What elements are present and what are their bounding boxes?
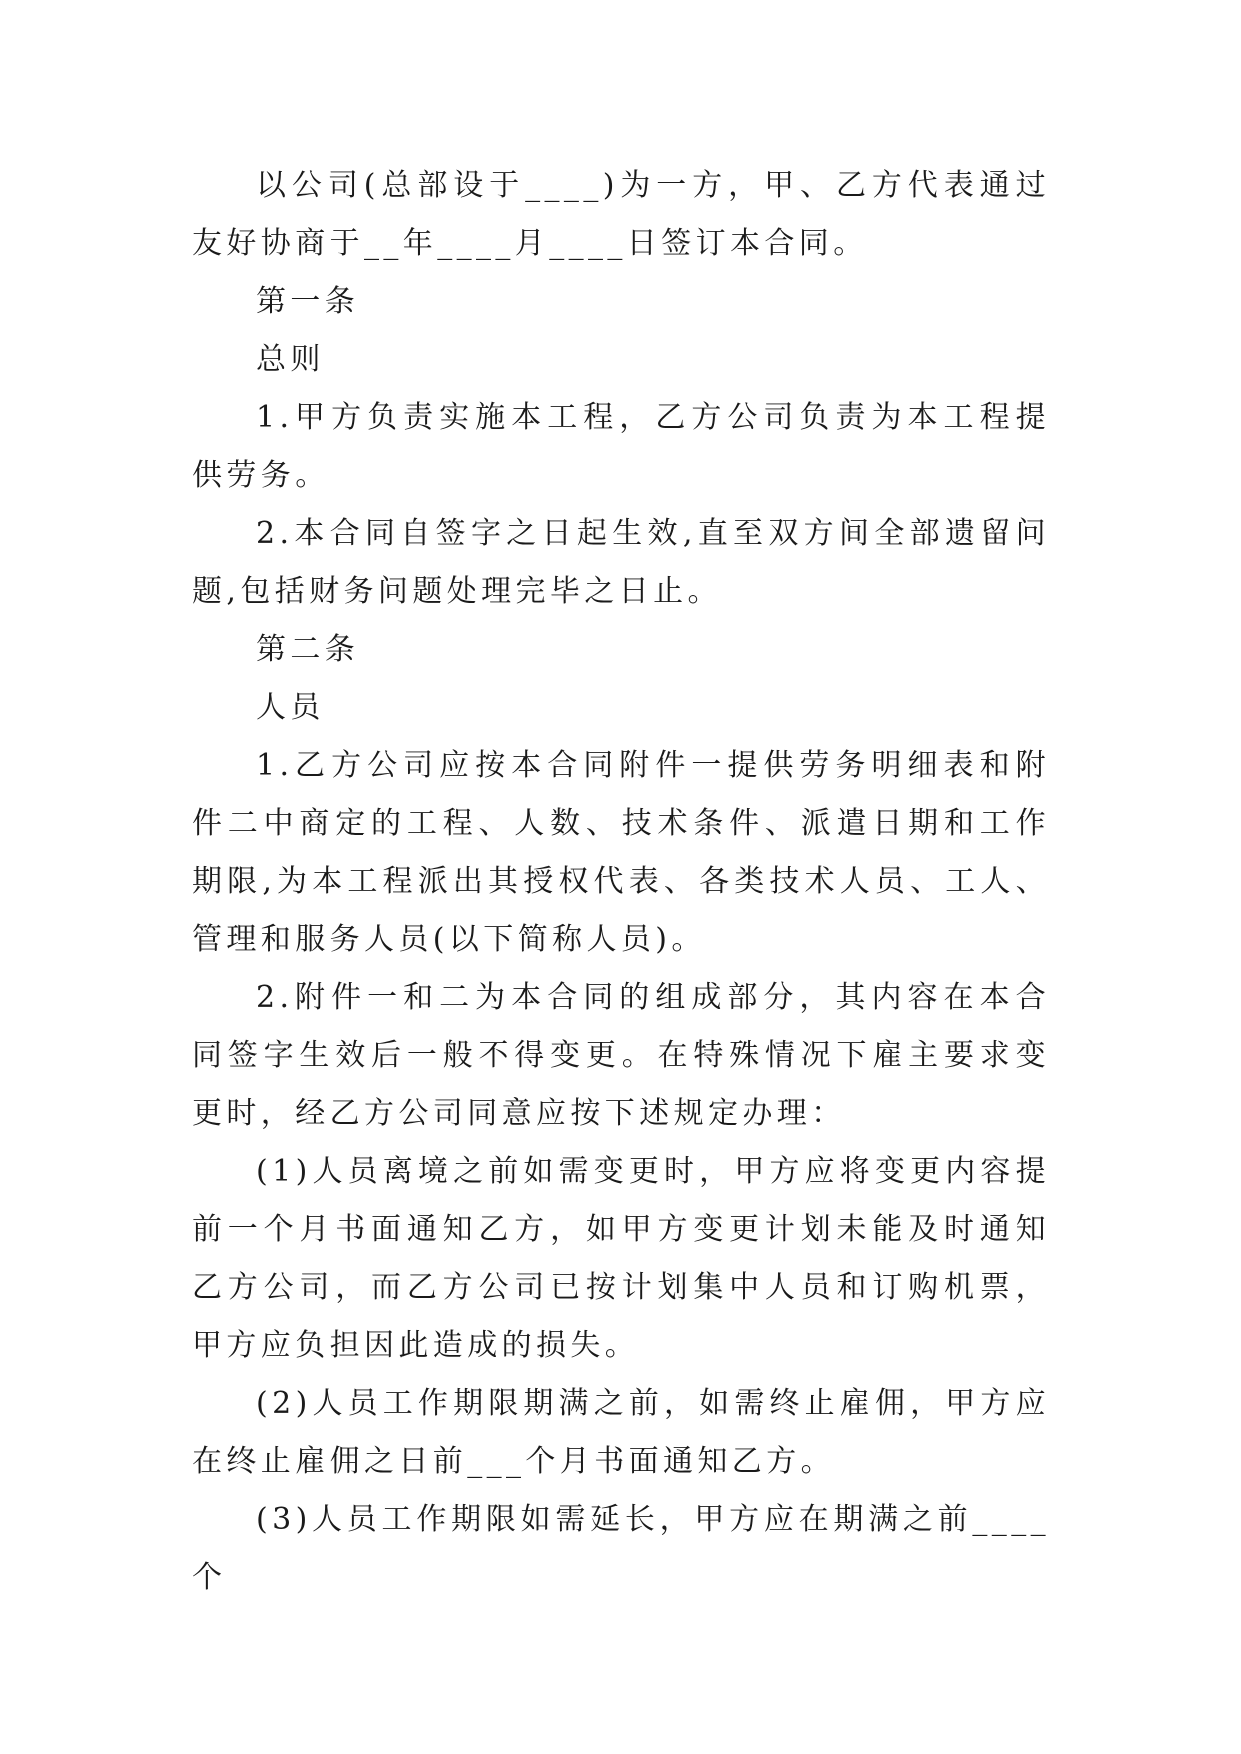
article-2-subclause-2: (2)人员工作期限期满之前，如需终止雇佣，甲方应在终止雇佣之日前___个月书面通知乙方。 xyxy=(192,1386,1050,1479)
article-2-clause-2: 2.附件一和二为本合同的组成部分，其内容在本合同签字生效后一般不得变更。在特殊情况下雇主要求变更时，经乙方公司同意应按下述规定办理： xyxy=(192,980,1050,1131)
article-2-subclause-3: (3)人员工作期限如需延长，甲方应在期满之前____个 xyxy=(192,1502,1050,1595)
article-2-title: 人员 xyxy=(256,690,325,725)
article-1-clause-2: 2.本合同自签字之日起生效,直至双方间全部遗留问题,包括财务问题处理完毕之日止。 xyxy=(192,516,1050,609)
article-1-heading: 第一条 xyxy=(256,284,360,319)
document-body xyxy=(192,157,1050,1607)
paragraph-intro: 以公司(总部设于____)为一方，甲、乙方代表通过友好协商于__年____月____日签订本合同。 xyxy=(192,168,1050,261)
article-2-subclause-1: (1)人员离境之前如需变更时，甲方应将变更内容提前一个月书面通知乙方，如甲方变更计划未能及时通知乙方公司，而乙方公司已按计划集中人员和订购机票，甲方应负担因此造成的损失。 xyxy=(192,1154,1050,1363)
article-1-clause-1: 1.甲方负责实施本工程，乙方公司负责为本工程提供劳务。 xyxy=(192,400,1050,493)
article-1-title: 总则 xyxy=(256,342,325,377)
article-2-heading: 第二条 xyxy=(256,632,360,667)
article-2-clause-1: 1.乙方公司应按本合同附件一提供劳务明细表和附件二中商定的工程、人数、技术条件、派遣日期和工作期限,为本工程派出其授权代表、各类技术人员、工人、管理和服务人员(以下简称人员)。 xyxy=(192,748,1050,957)
